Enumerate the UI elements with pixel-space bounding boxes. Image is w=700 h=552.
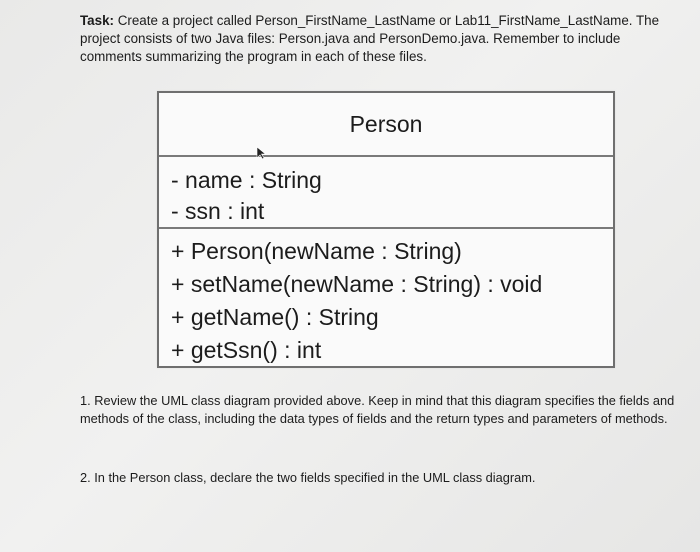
task-paragraph [80, 12, 685, 66]
instruction-step-2: 2. In the Person class, declare the two fields specified in the UML class diagram. [80, 470, 536, 485]
uml-method-getname: + getName() : String [171, 304, 379, 330]
uml-method-getssn: + getSsn() : int [171, 337, 322, 363]
task-text: Create a project called Person_FirstName_LastName or Lab11_FirstName_LastName. The project consists of two Java files: Person.java and PersonDemo.java. Remember to include comments summarizing the program in each of these files. [80, 13, 660, 64]
mouse-pointer-icon [255, 146, 269, 160]
uml-method-constructor: + Person(newName : String) [171, 238, 462, 264]
uml-class-name: Person [349, 110, 423, 137]
uml-methods-compartment [159, 229, 613, 367]
uml-fields-compartment [159, 157, 613, 229]
task-label: Task: [80, 13, 114, 28]
uml-field-ssn: - ssn : int [171, 198, 265, 224]
uml-class-diagram [157, 91, 615, 368]
uml-field-name: - name : String [171, 167, 322, 193]
instruction-step-1: 1. Review the UML class diagram provided above. Keep in mind that this diagram specifies the fields and methods of the class, including the data types of fields and the return types and parameters of methods. [80, 393, 675, 426]
uml-method-setname: + setName(newName : String) : void [171, 271, 543, 297]
uml-class-name-compartment [159, 93, 613, 157]
